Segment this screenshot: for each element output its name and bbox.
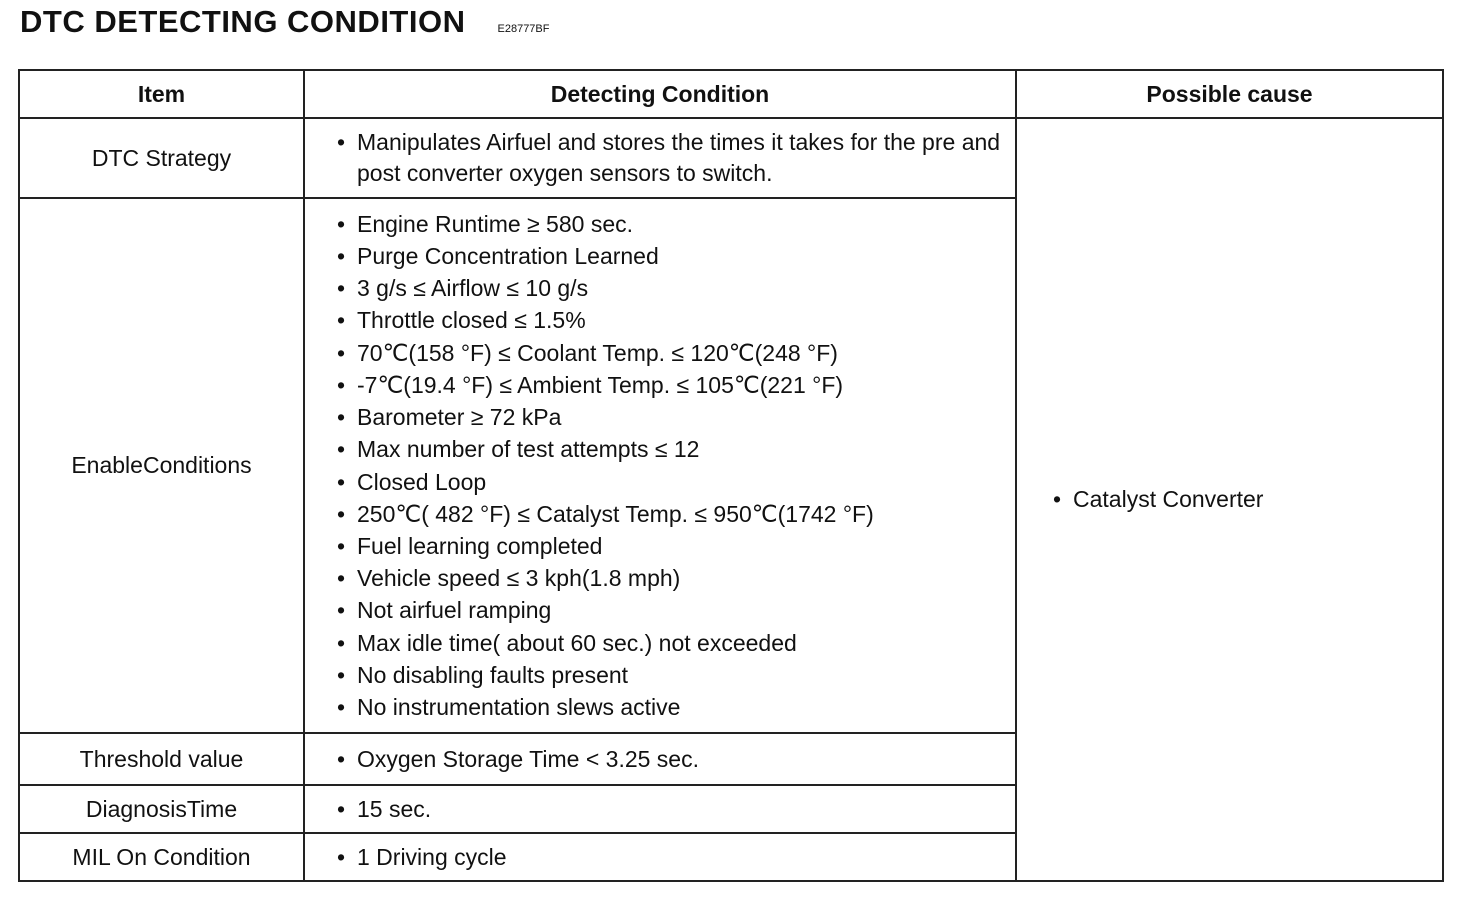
item-cell-dtc-strategy: DTC Strategy (19, 118, 304, 198)
condition-item: • 1 Driving cycle (337, 841, 1007, 873)
condition-item: • Manipulates Airfuel and stores the times it takes for the pre and post converter oxygen sensors to switch. (337, 127, 1007, 189)
document-code: E28777BF (497, 23, 550, 35)
dtc-condition-table (18, 69, 1444, 882)
condition-cell-dtc-strategy (304, 118, 1016, 198)
condition-cell-mil-on-condition (304, 833, 1016, 881)
condition-item: • No disabling faults present (337, 659, 1007, 691)
cause-item: • Catalyst Converter (1053, 484, 1442, 515)
column-header-detecting-condition: Detecting Condition (304, 70, 1016, 118)
item-cell-threshold-value: Threshold value (19, 733, 304, 785)
condition-item: • Fuel learning completed (337, 530, 1007, 562)
condition-cell-diagnosis-time (304, 785, 1016, 833)
table-row-dtc-strategy (19, 118, 1443, 198)
title-row (20, 4, 549, 40)
condition-cell-enable-conditions (304, 198, 1016, 733)
condition-item: • Max idle time( about 60 sec.) not exceeded (337, 627, 1007, 659)
condition-item: • Closed Loop (337, 466, 1007, 498)
condition-item: • Engine Runtime ≥ 580 sec. (337, 208, 1007, 240)
column-header-item: Item (19, 70, 304, 118)
condition-item: • -7℃(19.4 °F) ≤ Ambient Temp. ≤ 105℃(221 °F) (337, 369, 1007, 401)
item-cell-mil-on-condition: MIL On Condition (19, 833, 304, 881)
condition-item: • Oxygen Storage Time < 3.25 sec. (337, 743, 1007, 775)
condition-list (337, 793, 1007, 825)
condition-item: • 250℃( 482 °F) ≤ Catalyst Temp. ≤ 950℃(1742 °F) (337, 498, 1007, 530)
table-header-row (19, 70, 1443, 118)
condition-list (337, 127, 1007, 189)
condition-item: • 70℃(158 °F) ≤ Coolant Temp. ≤ 120℃(248 °F) (337, 337, 1007, 369)
condition-item: • Throttle closed ≤ 1.5% (337, 304, 1007, 336)
condition-list (337, 841, 1007, 873)
condition-item: • Max number of test attempts ≤ 12 (337, 433, 1007, 465)
condition-list (337, 208, 1007, 723)
condition-cell-threshold-value (304, 733, 1016, 785)
possible-cause-cell (1016, 118, 1443, 881)
column-header-possible-cause: Possible cause (1016, 70, 1443, 118)
item-cell-diagnosis-time: DiagnosisTime (19, 785, 304, 833)
condition-item: • Not airfuel ramping (337, 594, 1007, 626)
condition-item: • Vehicle speed ≤ 3 kph(1.8 mph) (337, 562, 1007, 594)
condition-item: • 15 sec. (337, 793, 1007, 825)
condition-item: • Purge Concentration Learned (337, 240, 1007, 272)
condition-item: • No instrumentation slews active (337, 691, 1007, 723)
item-cell-enable-conditions: EnableConditions (19, 198, 304, 733)
condition-list (337, 743, 1007, 775)
condition-item: • 3 g/s ≤ Airflow ≤ 10 g/s (337, 272, 1007, 304)
page-title: DTC DETECTING CONDITION (20, 4, 466, 39)
cause-list (1053, 484, 1442, 515)
condition-item: • Barometer ≥ 72 kPa (337, 401, 1007, 433)
